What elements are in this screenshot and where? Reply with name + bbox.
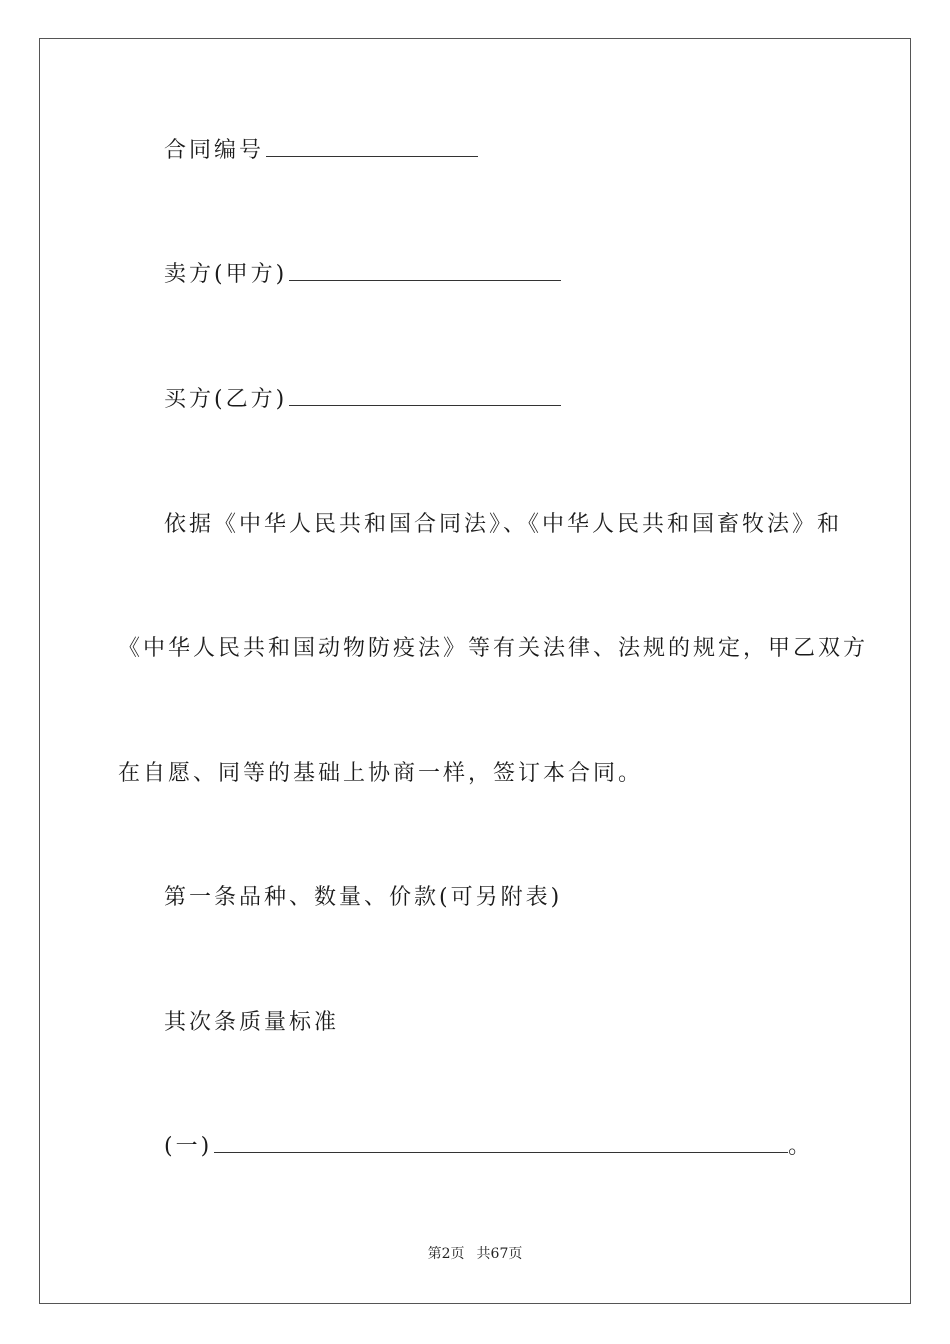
seller-line	[164, 260, 561, 290]
seller-blank[interactable]	[289, 260, 561, 281]
buyer-label: 买方(乙方)	[164, 387, 288, 412]
preamble-line-2: 《中华人民共和国动物防疫法》等有关法律、法规的规定，甲乙双方	[118, 636, 869, 661]
contract-number-label: 合同编号	[164, 138, 265, 163]
contract-number-line	[164, 136, 478, 166]
page-current: 第2页	[427, 1246, 465, 1262]
item-1-blank[interactable]	[214, 1132, 788, 1153]
page-footer	[0, 1244, 950, 1264]
contract-number-blank[interactable]	[266, 136, 478, 157]
seller-label: 卖方(甲方)	[164, 262, 288, 287]
item-1-line	[164, 1132, 813, 1162]
article-2-heading: 其次条质量标准	[164, 1010, 340, 1035]
item-1-label: (一)	[164, 1134, 213, 1159]
preamble-line-1: 依据《中华人民共和国合同法》、《中华人民共和国畜牧法》和	[164, 512, 843, 537]
page-border	[39, 38, 911, 1304]
buyer-line	[164, 385, 561, 415]
article-1-heading: 第一条品种、数量、价款(可另附表)	[164, 885, 563, 910]
page-total: 共67页	[476, 1246, 523, 1262]
buyer-blank[interactable]	[289, 385, 561, 406]
preamble-line-3: 在自愿、同等的基础上协商一样，签订本合同。	[118, 761, 644, 786]
item-1-end: 。	[788, 1134, 814, 1159]
